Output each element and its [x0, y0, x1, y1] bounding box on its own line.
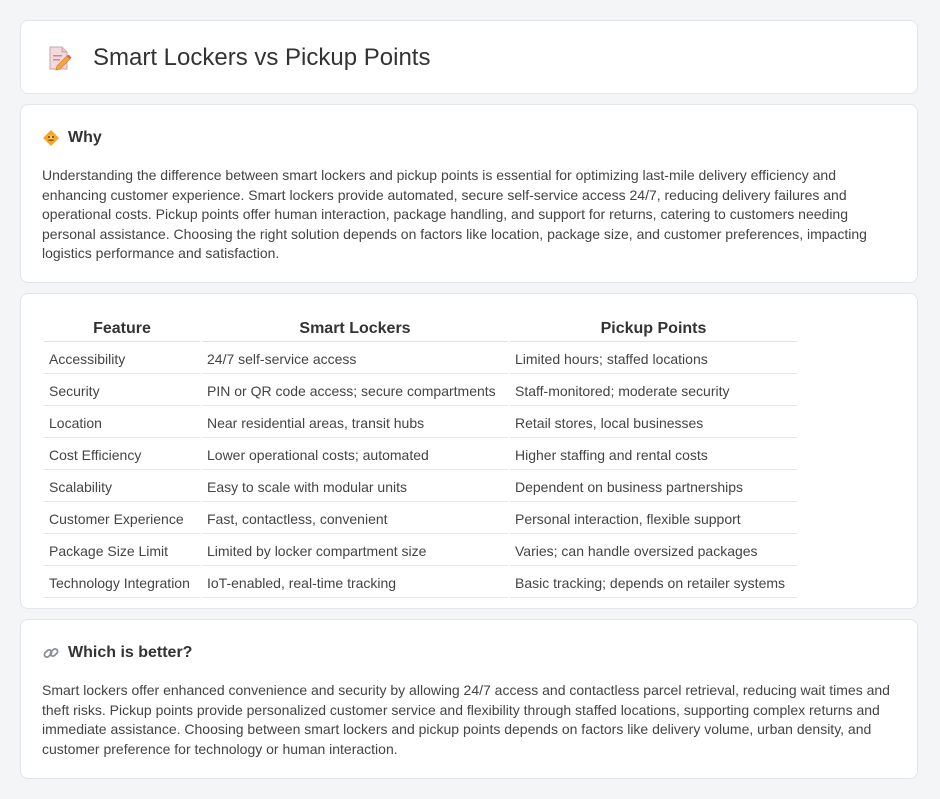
pickup-points-cell: Varies; can handle oversized packages: [510, 536, 797, 566]
pickup-points-cell: Staff-monitored; moderate security: [510, 376, 797, 406]
which-is-better-title: Which is better?: [68, 644, 193, 661]
pickup-points-cell: Personal interaction, flexible support: [510, 504, 797, 534]
why-section: [20, 104, 918, 283]
smart-lockers-cell: Fast, contactless, convenient: [202, 504, 508, 534]
feature-cell: Cost Efficiency: [44, 440, 200, 470]
link-icon: [42, 644, 60, 662]
pickup-points-cell: Higher staffing and rental costs: [510, 440, 797, 470]
smart-lockers-cell: IoT-enabled, real-time tracking: [202, 568, 508, 598]
table-row: [44, 504, 797, 534]
feature-cell: Package Size Limit: [44, 536, 200, 566]
feature-cell: Scalability: [44, 472, 200, 502]
smart-lockers-cell: 24/7 self-service access: [202, 344, 508, 374]
smart-lockers-cell: Easy to scale with modular units: [202, 472, 508, 502]
comparison-section: [20, 293, 918, 609]
pickup-points-cell: Limited hours; staffed locations: [510, 344, 797, 374]
which-is-better-text: Smart lockers offer enhanced convenience and security by allowing 24/7 access and contactless parcel retrieval, reducing wait times and theft risks. Pickup points provide personalized customer service and flexibility through staffed locations, supporting complex returns and immediate assistance. Choosing between smart lockers and pickup points depends on factors like delivery volume, urban density, and customer preference for technology or human interaction.: [42, 682, 890, 757]
column-header-smart-lockers: Smart Lockers: [202, 317, 508, 342]
smart-lockers-cell: Limited by locker compartment size: [202, 536, 508, 566]
table-row: [44, 344, 797, 374]
warning-diamond-icon: [42, 129, 60, 147]
table-row: [44, 440, 797, 470]
feature-cell: Customer Experience: [44, 504, 200, 534]
smart-lockers-cell: Lower operational costs; automated: [202, 440, 508, 470]
pickup-points-cell: Retail stores, local businesses: [510, 408, 797, 438]
column-header-pickup-points: Pickup Points: [510, 317, 797, 342]
document-edit-icon: [45, 44, 73, 72]
which-is-better-heading: [42, 644, 192, 662]
page-title: Smart Lockers vs Pickup Points: [93, 44, 431, 71]
page-header: [45, 44, 430, 72]
feature-cell: Security: [44, 376, 200, 406]
table-row: [44, 472, 797, 502]
table-header-row: [44, 317, 797, 342]
feature-cell: Accessibility: [44, 344, 200, 374]
column-header-feature: Feature: [44, 317, 200, 342]
table-row: [44, 408, 797, 438]
table-row: [44, 376, 797, 406]
comparison-table: [42, 315, 799, 600]
why-heading: [42, 129, 102, 147]
table-row: [44, 568, 797, 598]
smart-lockers-cell: Near residential areas, transit hubs: [202, 408, 508, 438]
smart-lockers-cell: PIN or QR code access; secure compartments: [202, 376, 508, 406]
why-text: Understanding the difference between smart lockers and pickup points is essential for optimizing last-mile delivery efficiency and enhancing customer experience. Smart lockers provide automated, secure self-service access 24/7, reducing delivery failures and operational costs. Pickup points offer human interaction, package handling, and support for returns, catering to customers needing personal assistance. Choosing the right solution depends on factors like location, package size, and customer preferences, impacting logistics performance and satisfaction.: [42, 167, 867, 261]
which-is-better-section: [20, 619, 918, 779]
feature-cell: Technology Integration: [44, 568, 200, 598]
pickup-points-cell: Basic tracking; depends on retailer systems: [510, 568, 797, 598]
header-card: [20, 20, 918, 94]
pickup-points-cell: Dependent on business partnerships: [510, 472, 797, 502]
feature-cell: Location: [44, 408, 200, 438]
table-row: [44, 536, 797, 566]
why-title: Why: [68, 129, 102, 146]
